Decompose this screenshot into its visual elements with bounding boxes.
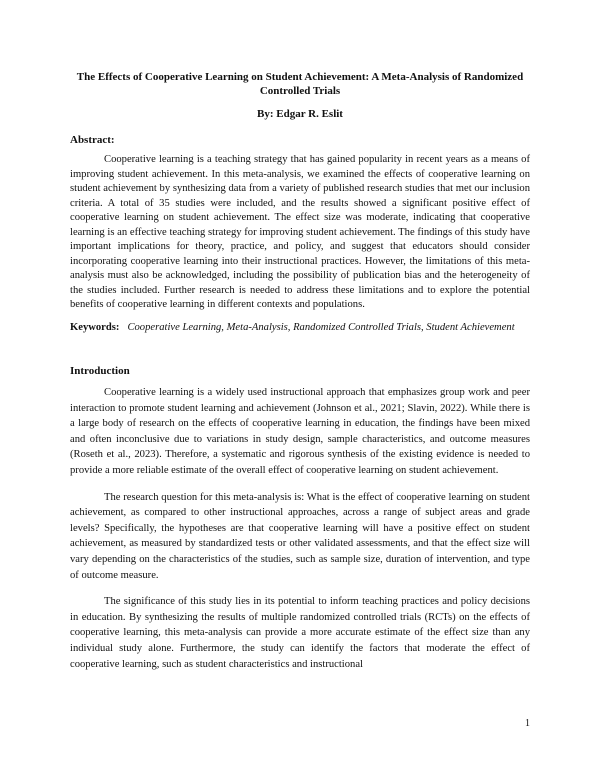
keywords-line (70, 321, 530, 336)
abstract-heading: Abstract: (70, 134, 115, 146)
intro-paragraph-2: The research question for this meta-analysis is: What is the effect of cooperative learning on student achievement, as compared to other instructional approaches, across a range of subject areas and grade levels? Specifically, the hypotheses are that cooperative learning will have a positive effect on student achievement, as measured by standardized tests or other validated assessments, and that the effect size will vary depending on the characteristics of the studies, such as sample size, duration of intervention, and type of outcome measure. (70, 491, 530, 581)
intro-paragraph-3: The significance of this study lies in its potential to inform teaching practices and policy decisions in education. By synthesizing the results of multiple randomized controlled trials (RCTs) on the effects of cooperative learning, this meta-analysis can provide a more accurate estimate of the effect size than any individual study alone. Furthermore, the study can identify the factors that moderate the effect of cooperative learning, such as student characteristics and instructional (70, 596, 530, 670)
page-number: 1 (525, 718, 530, 729)
paper-title: The Effects of Cooperative Learning on Student Achievement: A Meta-Analysis of Randomized Controlled Trials (76, 71, 524, 97)
keywords-label: Keywords: (70, 321, 120, 333)
keywords-list: Cooperative Learning, Meta-Analysis, Randomized Controlled Trials, Student Achievement (127, 321, 515, 333)
abstract-body: Cooperative learning is a teaching strategy that has gained popularity in recent years as a means of improving student achievement. In this meta-analysis, we examined the effects of cooperative learning on student achievement by synthesizing data from a variety of published research studies that met our inclusion criteria. A total of 35 studies were included, and the results showed a significant positive effect of cooperative learning on student achievement. The effect size was moderate, indicating that cooperative learning is an effective teaching strategy for improving student achievement. The findings of this study have important implications for theory, practice, and policy, and suggest that educators should consider incorporating cooperative learning into their instructional practices. However, the limitations of this meta-analysis must also be acknowledged, including the possibility of publication bias and the heterogeneity of the studies included. Further research is needed to address these limitations and to explore the potential benefits of cooperative learning in different contexts and populations. (70, 154, 530, 310)
intro-paragraph-1: Cooperative learning is a widely used instructional approach that emphasizes group work and peer interaction to promote student learning and achievement (Johnson et al., 2021; Slavin, 2022). While there is a large body of research on the effects of cooperative learning in education, the findings have been mixed and often inconclusive due to variations in study design, sample characteristics, and outcome measures (Roseth et al., 2023). Therefore, a systematic and rigorous synthesis of the existing evidence is needed to provide a more reliable estimate of the overall effect of cooperative learning on student achievement. (70, 387, 530, 476)
author-line: By: Edgar R. Eslit (257, 108, 343, 120)
introduction-heading: Introduction (70, 365, 130, 377)
